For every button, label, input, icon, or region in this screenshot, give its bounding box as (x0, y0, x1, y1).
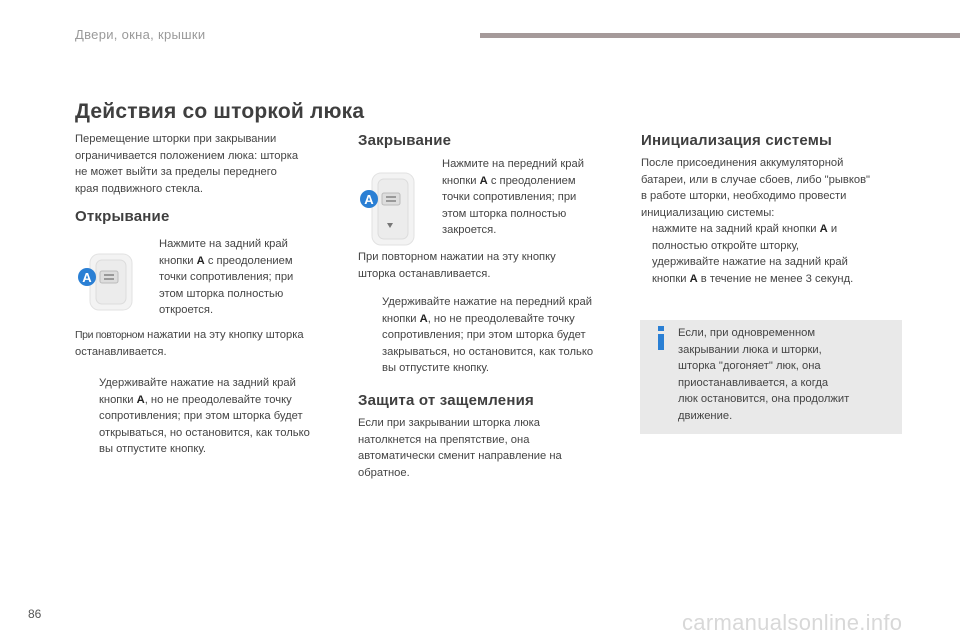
opening-button-illustration (76, 252, 136, 314)
closing-repeat-note (358, 249, 623, 282)
intro-line: ограничивается положением люка: шторка (75, 149, 299, 162)
text-line: Удерживайте нажатие на задний край (99, 377, 296, 389)
text-line: вы отпустите кнопку. (99, 443, 206, 456)
closing-heading: Закрывание (358, 132, 452, 149)
text-line: открываться, но остановится, как только (99, 426, 310, 439)
text-line: шторка останавливается. (358, 267, 491, 280)
text-line: откроется. (159, 304, 214, 317)
closing-button-illustration (358, 171, 418, 249)
opening-bullet-1 (135, 236, 335, 319)
text-line: закроется. (442, 224, 497, 237)
text-line: автоматически сменит направление на (358, 450, 562, 463)
text-line: точки сопротивления; при (442, 191, 577, 204)
text-line: кнопки A в течение не менее 3 секунд. (652, 272, 854, 285)
text-line: Если при закрывании шторка люка (358, 417, 540, 429)
opening-repeat-note (75, 327, 345, 360)
text-line: полностью откройте шторку, (652, 239, 800, 252)
text-line: батареи, или в случае сбоев, либо "рывков" (641, 173, 870, 186)
text-line: инициализацию системы: (641, 206, 775, 219)
text-line: кнопки A, но не преодолевайте точку (99, 393, 292, 406)
info-text (678, 325, 893, 425)
text-line: закрываться, но остановится, как только (382, 345, 594, 358)
text-line: движение. (678, 409, 733, 422)
closing-button-label: A (364, 192, 374, 207)
page-title: Действия со шторкой люка (75, 100, 365, 123)
init-heading: Инициализация системы (641, 132, 833, 149)
text-line: останавливается. (75, 345, 167, 358)
opening-button-label: A (82, 270, 92, 285)
text-line: кнопки A, но не преодолевайте точку (382, 312, 575, 325)
text-line: этом шторка полностью (442, 207, 567, 220)
text-line: обратное. (358, 466, 410, 479)
text-line: После присоединения аккумуляторной (641, 157, 844, 169)
text-line: кнопки A с преодолением (442, 174, 576, 187)
text-line: Нажмите на передний край (442, 158, 584, 170)
text-line: сопротивления; при этом шторка будет (99, 410, 303, 423)
info-icon (654, 326, 668, 350)
init-paragraph (641, 155, 911, 221)
closing-bullet-2 (358, 294, 628, 377)
text-line: точки сопротивления; при (159, 271, 294, 284)
text-line: этом шторка полностью (159, 287, 284, 300)
opening-heading: Открывание (75, 208, 170, 225)
text-line: Если, при одновременном (678, 327, 816, 339)
text-line: удерживайте нажатие на задний край (652, 256, 848, 268)
intro-line: края подвижного стекла. (75, 182, 204, 195)
text-line: сопротивления; при этом шторка будет (382, 329, 586, 342)
page-number: 86 (28, 607, 42, 621)
init-step-2 (628, 254, 913, 287)
text-line: Нажмите на задний край (159, 238, 288, 250)
text-line: нажмите на задний край кнопки A и (652, 223, 838, 235)
intro-line: Перемещение шторки при закрывании (75, 133, 277, 145)
text-line: закрывании люка и шторки, (678, 343, 822, 356)
header-bar (480, 33, 960, 38)
intro-paragraph (75, 131, 335, 197)
antipinch-heading: Защита от защемления (358, 392, 534, 409)
watermark: carmanualsonline.info (682, 610, 903, 635)
intro-line: не может выйти за пределы переднего (75, 166, 277, 179)
text-line: приостанавливается, а когда (678, 376, 829, 389)
opening-bullet-2 (75, 375, 345, 458)
text-line: натолкнется на препятствие, она (358, 433, 530, 446)
text-line: При повторном нажатии на эту кнопку шторка (75, 329, 304, 341)
text-line: кнопки A с преодолением (159, 254, 293, 267)
init-step-1 (628, 221, 913, 254)
text-line: При повторном нажатии на эту кнопку (358, 251, 556, 263)
antipinch-paragraph (358, 415, 623, 481)
text-line: вы отпустите кнопку. (382, 362, 489, 375)
text-line: Удерживайте нажатие на передний край (382, 296, 593, 308)
text-line: в работе шторки, необходимо провести (641, 190, 847, 203)
text-line: люк остановится, она продолжит (678, 393, 850, 406)
header-section-title: Двери, окна, крышки (75, 27, 206, 42)
closing-bullet-1 (418, 156, 618, 239)
text-line: шторка "догоняет" люк, она (678, 360, 821, 373)
